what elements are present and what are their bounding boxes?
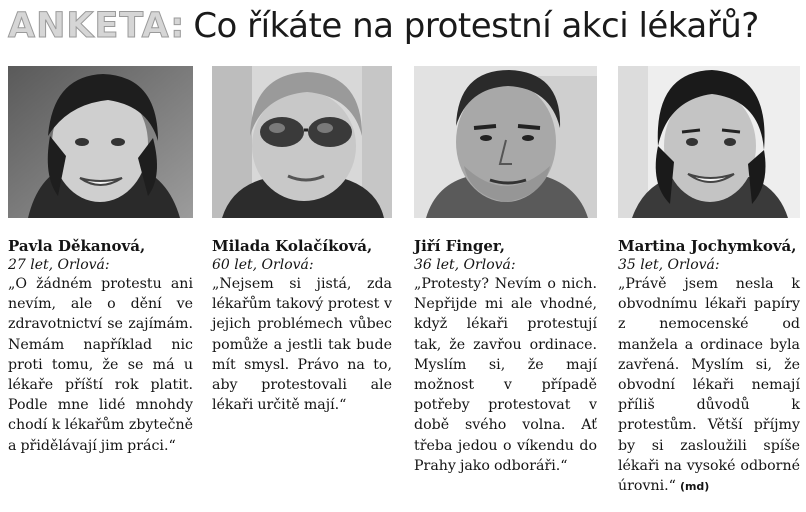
respondent-quote: „Protesty? Nevím o nich. Nepřijde mi ale vhodné, když lékaři protestují tak, že zavřou ordinace. Myslím si, že mají možnost v případě potřeby protestovat v době svého volna. Ať třeba jedou o víkendu do Prahy jako odboráři.“ (414, 276, 597, 474)
author-signature: (md) (679, 480, 710, 494)
portrait-man-icon (414, 66, 597, 218)
respondent-name: Jiří Finger, (414, 237, 505, 255)
article-header (8, 6, 798, 58)
quote-text: „Právě jsem nesla k obvodnímu lékaři papíry z nemocenské od manžela a ordinace byla zavřená. Myslím si, že obvodní lékaři nemají příliš důvodů k protestům. Větší příjmy by si zasloužili spíše lékaři na vysoké odborné úrovni.“ (618, 276, 800, 495)
portrait-woman-sunglasses-icon (212, 66, 392, 218)
kicker-label: ANKETA: (8, 6, 186, 46)
respondent-quote: „O žádném protestu ani nevím, ale o dění ve zdravotnictví se zajímám. Nemám například nic proti tomu, že se má u lékaře příští rok platit. Podle mne lidé mnohdy chodí k lékařům zbytečně a přidělávají jim práci.“ (8, 276, 193, 454)
respondent-column-3 (414, 66, 597, 476)
respondent-meta: 60 let, Orlová: (212, 257, 314, 273)
headline: Co říkáte na protestní akci lékařů? (193, 6, 759, 46)
respondent-photo-3 (414, 66, 597, 218)
portrait-woman-2-icon (618, 66, 800, 218)
respondent-photo-4 (618, 66, 800, 218)
respondent-column-4 (618, 66, 800, 497)
respondent-name: Martina Jochymková, (618, 237, 797, 255)
respondent-photo-1 (8, 66, 193, 218)
portrait-woman-1-icon (8, 66, 193, 218)
respondent-photo-2 (212, 66, 392, 218)
respondent-column-2 (212, 66, 392, 415)
respondent-column-1 (8, 66, 193, 456)
respondent-quote (618, 274, 800, 497)
respondent-meta: 36 let, Orlová: (414, 257, 516, 273)
respondent-quote: „Nejsem si jistá, zda lékařům takový protest v jejich problémech vůbec pomůže a jestli tak bude mít smysl. Právo na to, aby protestovali ale lékaři určitě mají.“ (212, 276, 392, 414)
respondent-meta: 27 let, Orlová: (8, 257, 110, 273)
respondent-name: Milada Kolačíková, (212, 237, 373, 255)
respondent-meta: 35 let, Orlová: (618, 257, 720, 273)
respondent-name: Pavla Děkanová, (8, 237, 146, 255)
